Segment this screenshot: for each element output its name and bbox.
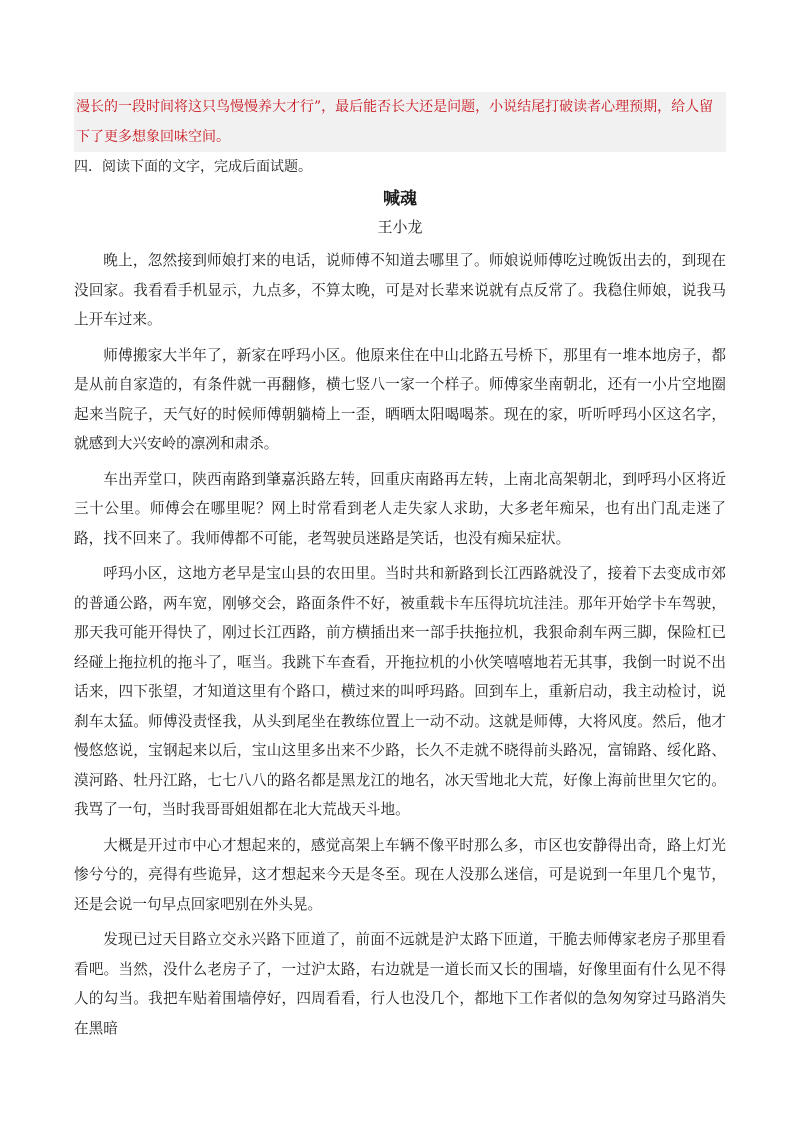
story-paragraph: 车出弄堂口，陕西南路到肇嘉浜路左转，回重庆南路再左转，上南北高架朝北，到呼玛小区将近三十公里。师傅会在哪里呢？网上时常看到老人走失家人求助，大多老年痴呆，也有出门乱走迷了路，找不回来了。我师傅都不可能，老驾驶员迷路是笑话，也没有痴呆症状。: [74, 470, 726, 547]
answer-text: 漫长的一段时间将这只鸟慢慢养大才行”，最后能否长大还是问题，小说结尾打破读者心理预期，给人留下了更多想象回味空间。: [76, 99, 714, 145]
story-author: 王小龙: [377, 218, 423, 236]
story-title: 喊魂: [383, 189, 417, 209]
story-paragraph: 大概是开过市中心才想起来的，感觉高架上车辆不像平时那么多，市区也安静得出奇，路上灯光惨兮兮的，亮得有些诡异，这才想起来今天是冬至。现在人没那么迷信，可是说到一年里几个鬼节，还是会说一句早点回家吧别在外头晃。: [74, 836, 726, 913]
answer-excerpt: [74, 92, 726, 152]
story-paragraph: 发现已过天目路立交永兴路下匝道了，前面不远就是沪太路下匝道，干脆去师傅家老房子那里看看吧。当然，没什么老房子了，一过沪太路，右边就是一道长而又长的围墙，好像里面有什么见不得人的勾当。我把车贴着围墙停好，四周看看，行人也没几个，都地下工作者似的急匆匆穿过马路消失在黑暗: [74, 931, 726, 1037]
question-heading: 四．阅读下面的文字，完成后面试题。: [74, 159, 312, 175]
story-paragraph: 呼玛小区，这地方老早是宝山县的农田里。当时共和新路到长江西路就没了，接着下去变成市郊的普通公路，两车宽，刚够交会，路面条件不好，被重载卡车压得坑坑洼洼。那年开始学卡车驾驶，那天我可能开得快了，刚过长江西路，前方横插出来一部手扶拖拉机，我狠命刹车两三脚，保险杠已经碰上拖拉机的拖斗了，哐当。我跳下车查看，开拖拉机的小伙笑嘻嘻地若无其事，我倒一时说不出话来，四下张望，才知道这里有个路口，横过来的叫呼玛路。回到车上，重新启动，我主动检讨，说刹车太猛。师傅没责怪我，从头到尾坐在教练位置上一动不动。这就是师傅，大将风度。然后，他才慢悠悠说，宝钢起来以后，宝山这里多出来不少路，长久不走就不晓得前头路况，富锦路、绥化路、漠河路、牡丹江路，七七八八的路名都是黑龙江的地名，冰天雪地北大荒，好像上海前世里欠它的。我骂了一句，当时我哥哥姐姐都在北大荒战天斗地。: [74, 565, 726, 818]
story-paragraph: 晚上，忽然接到师娘打来的电话，说师傅不知道去哪里了。师娘说师傅吃过晚饭出去的，到现在没回家。我看看手机显示，九点多，不算太晚，可是对长辈来说就有点反常了。我稳住师娘，说我马上开车过来。: [74, 252, 726, 328]
story-body: [74, 246, 726, 1043]
story-paragraph: 师傅搬家大半年了，新家在呼玛小区。他原来住在中山北路五号桥下，那里有一堆本地房子，都是从前自家造的，有条件就一再翻修，横七竖八一家一个样子。师傅家坐南朝北，还有一小片空地圈起来当院子，天气好的时候师傅朝躺椅上一歪，晒晒太阳喝喝茶。现在的家，听听呼玛小区这名字，就感到大兴安岭的凛冽和肃杀。: [74, 346, 726, 452]
